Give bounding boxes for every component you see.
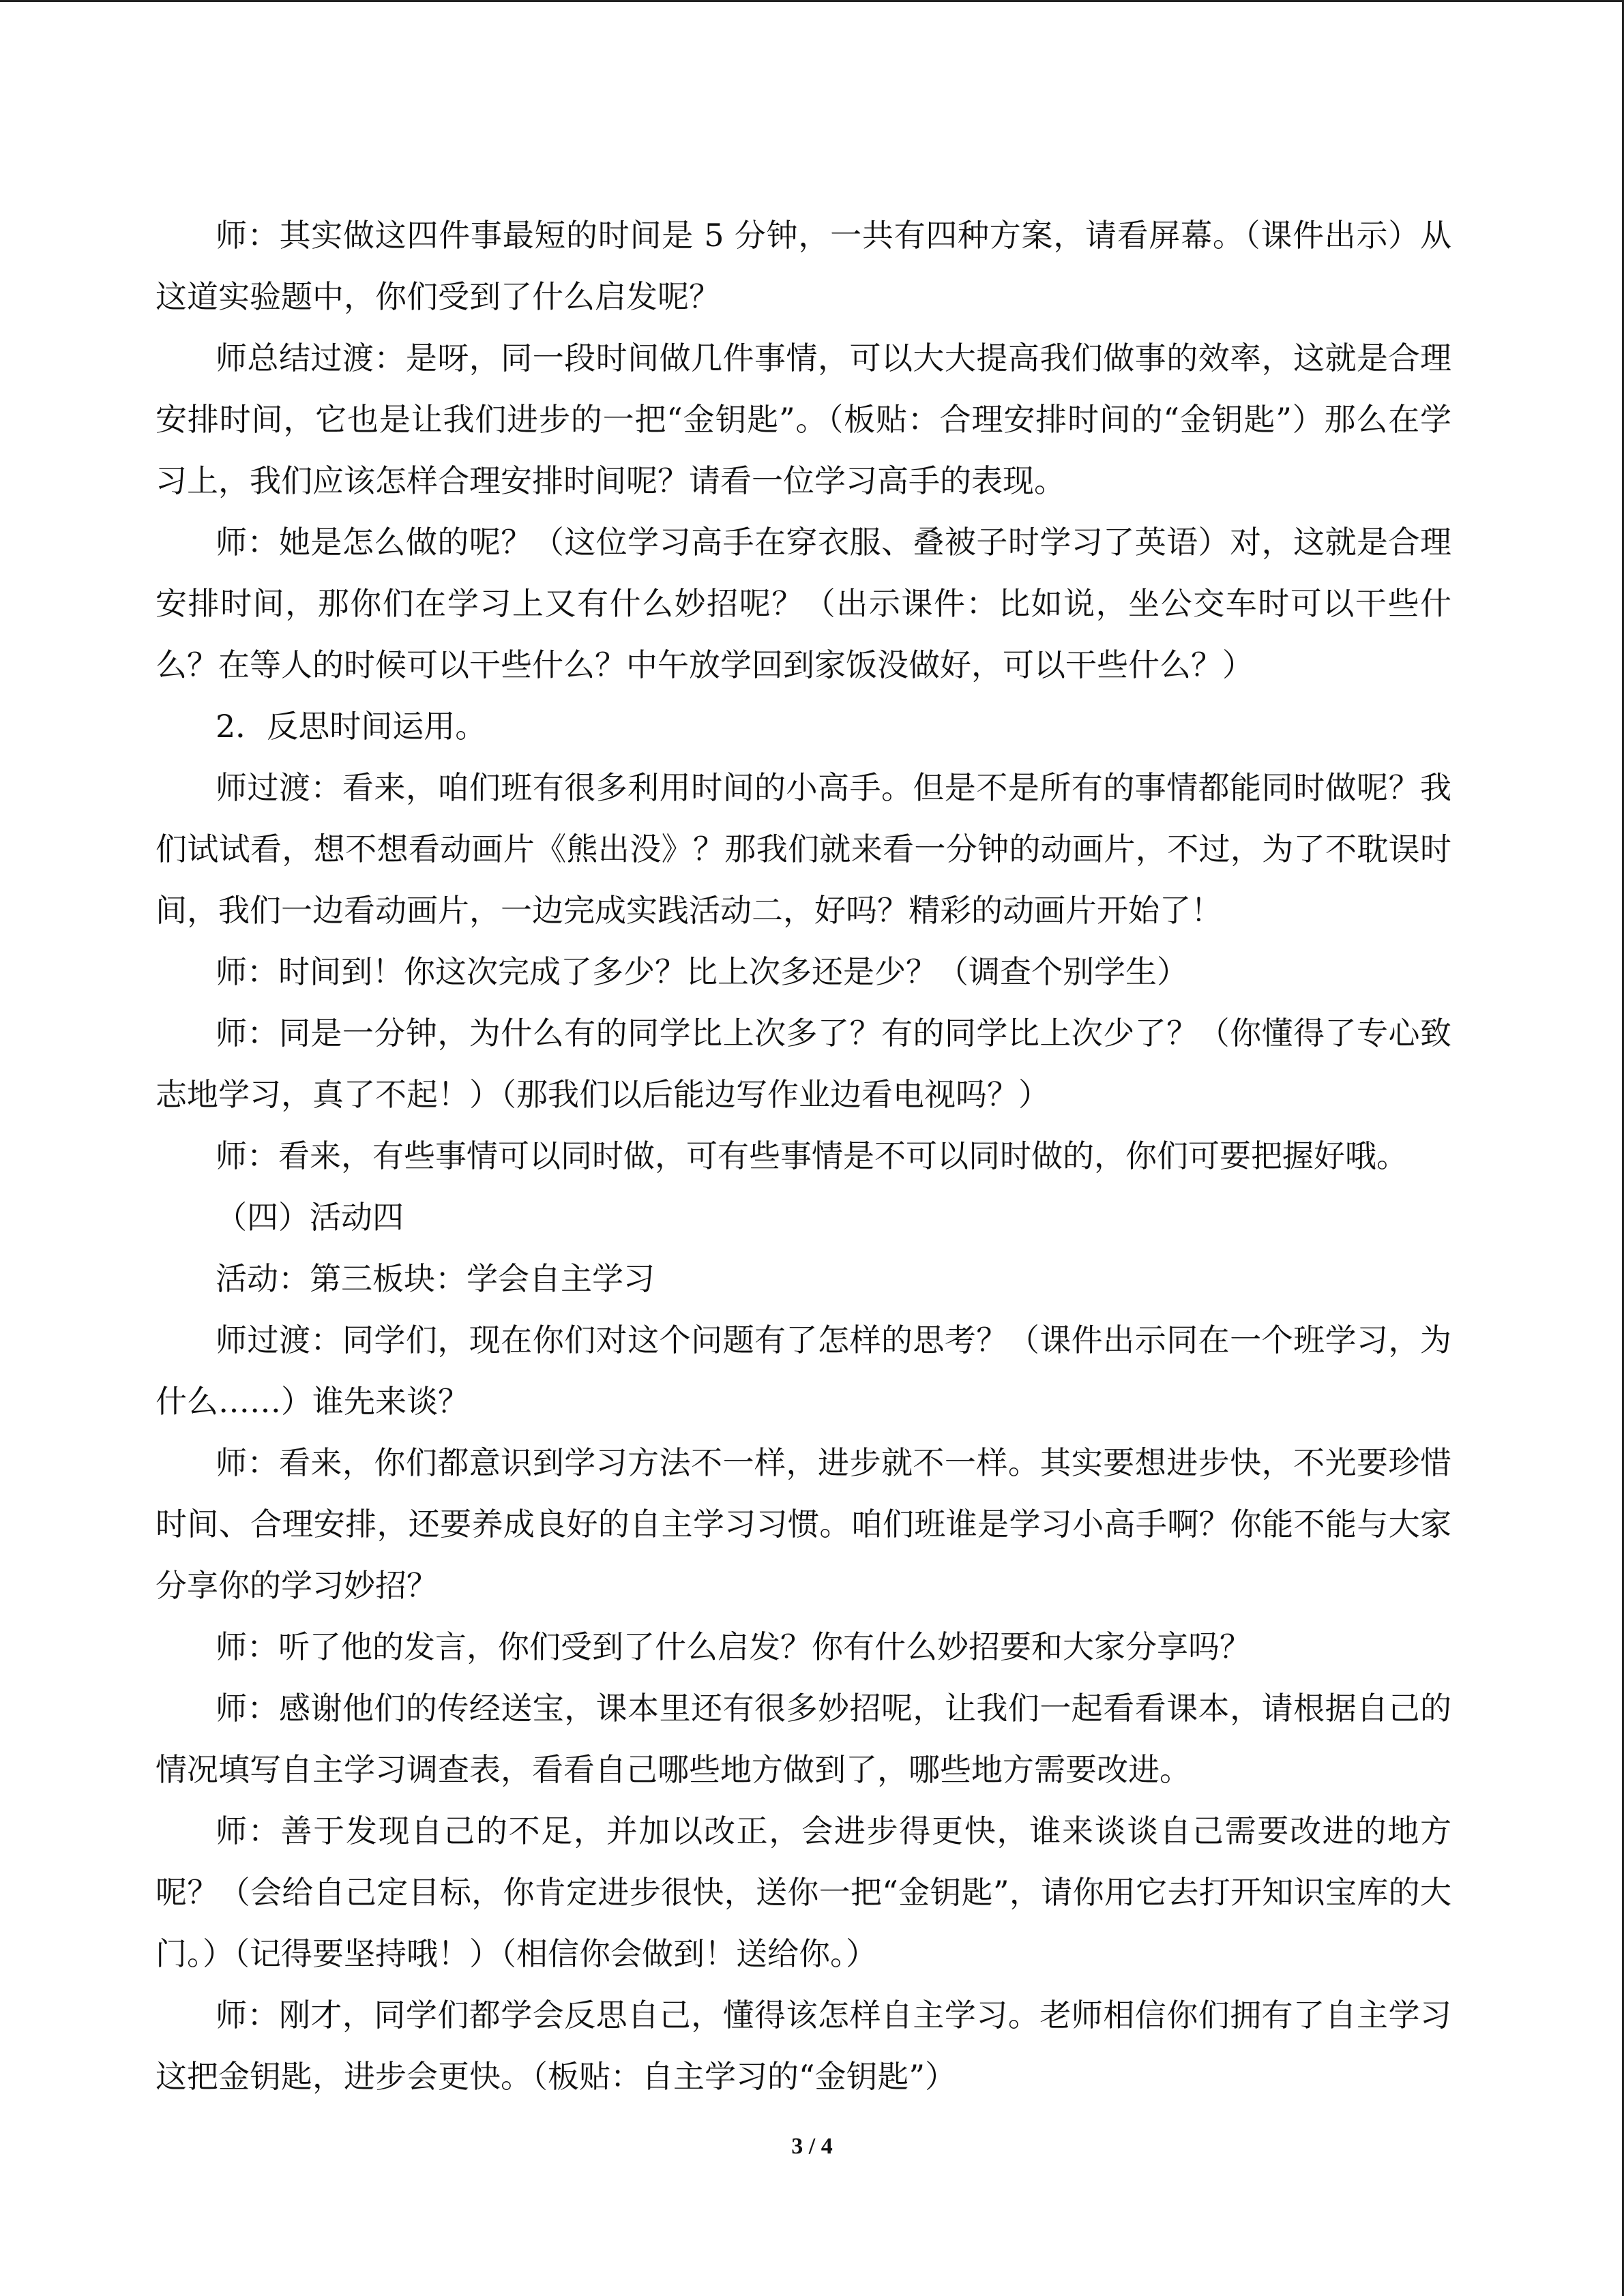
paragraph: 师：时间到！你这次完成了多少？比上次多还是少？（调查个别学生）: [216, 953, 1188, 990]
paragraph: 师：感谢他们的传经送宝，课本里还有很多妙招呢，让我们一起看看课本，请根据自己的情况填写自主学习调查表，看看自己哪些地方做到了，哪些地方需要改进。: [156, 1690, 1451, 1788]
paragraph: 师：看来，你们都意识到学习方法不一样，进步就不一样。其实要想进步快，不光要珍惜时间、合理安排，还要养成良好的自主学习习惯。咱们班谁是学习小高手啊？你能不能与大家分享你的学习妙招？: [156, 1444, 1451, 1604]
section-heading: 2．反思时间运用。: [216, 708, 487, 745]
page-number: 3 / 4: [791, 2134, 833, 2159]
paragraph: 师：刚才，同学们都学会反思自己，懂得该怎样自主学习。老师相信你们拥有了自主学习这把金钥匙，进步会更快。（板贴：自主学习的“金钥匙”）: [156, 1997, 1451, 2095]
document-body: [156, 205, 1451, 2107]
paragraph: 师：善于发现自己的不足，并加以改正，会进步得更快，谁来谈谈自己需要改进的地方呢？（会给自己定目标，你肯定进步很快，送你一把“金钥匙”，请你用它去打开知识宝库的大门。）（记得要坚持哦！）（相信你会做到！送给你。）: [156, 1813, 1451, 1972]
paragraph: 师：看来，有些事情可以同时做，可有些事情是不可以同时做的，你们可要把握好哦。: [216, 1137, 1408, 1174]
paragraph: 师：其实做这四件事最短的时间是 5 分钟，一共有四种方案，请看屏幕。（课件出示）从这道实验题中，你们受到了什么启发呢？: [156, 217, 1451, 315]
section-heading: （四）活动四: [216, 1199, 404, 1236]
paragraph: 师总结过渡：是呀，同一段时间做几件事情，可以大大提高我们做事的效率，这就是合理安排时间，它也是让我们进步的一把“金钥匙”。（板贴：合理安排时间的“金钥匙”）那么在学习上，我们应该怎样合理安排时间呢？请看一位学习高手的表现。: [156, 340, 1451, 499]
page-border-top: [0, 0, 1624, 2]
paragraph: 师：她是怎么做的呢？（这位学习高手在穿衣服、叠被子时学习了英语）对，这就是合理安排时间，那你们在学习上又有什么妙招呢？（出示课件：比如说，坐公交车时可以干些什么？在等人的时候可以干些什么？中午放学回到家饭没做好，可以干些什么？）: [156, 524, 1451, 683]
paragraph: 师过渡：看来，咱们班有很多利用时间的小高手。但是不是所有的事情都能同时做呢？我们试试看，想不想看动画片《熊出没》？那我们就来看一分钟的动画片，不过，为了不耽误时间，我们一边看动画片，一边完成实践活动二，好吗？精彩的动画片开始了！: [156, 769, 1451, 929]
paragraph: 师过渡：同学们，现在你们对这个问题有了怎样的思考？（课件出示同在一个班学习，为什么……）谁先来谈？: [156, 1322, 1451, 1420]
paragraph: 师：同是一分钟，为什么有的同学比上次多了？有的同学比上次少了？（你懂得了专心致志地学习，真了不起！）（那我们以后能边写作业边看电视吗？）: [156, 1015, 1451, 1113]
section-subheading: 活动：第三板块：学会自主学习: [216, 1260, 655, 1297]
paragraph: 师：听了他的发言，你们受到了什么启发？你有什么妙招要和大家分享吗？: [216, 1628, 1251, 1665]
